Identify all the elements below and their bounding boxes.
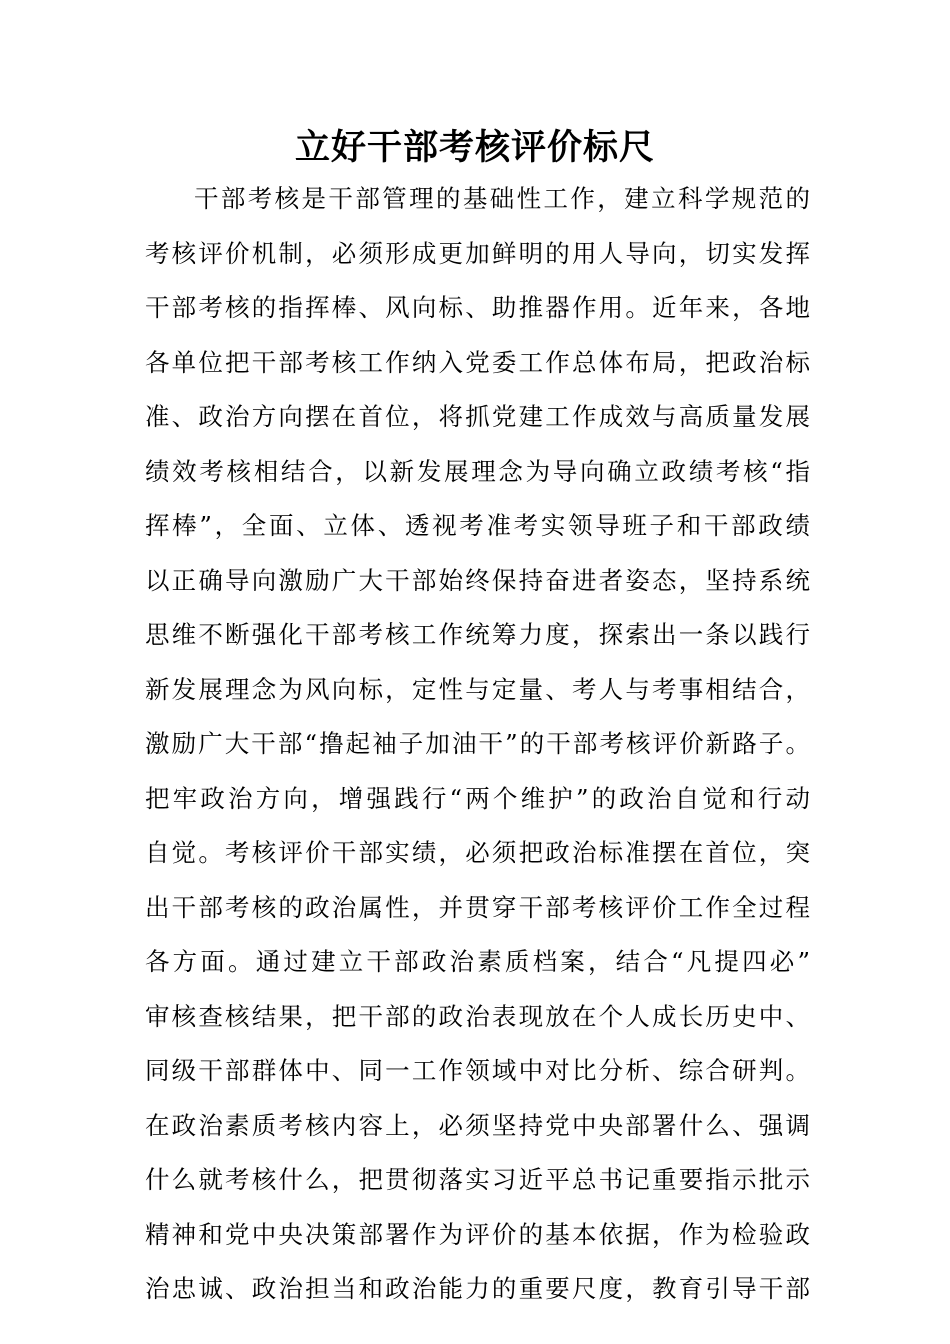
- document-title: 立好干部考核评价标尺: [294, 127, 655, 168]
- body-line: 出干部考核的政治属性，并贯穿干部考核评价工作全过程: [145, 892, 810, 922]
- body-line: 各方面。通过建立干部政治素质档案，结合“凡提四必”: [145, 947, 810, 976]
- body-line: 绩效考核相结合，以新发展理念为导向确立政绩考核“指: [145, 456, 810, 486]
- document-body: [145, 178, 810, 1323]
- body-line: 干部考核是干部管理的基础性工作，建立科学规范的: [194, 184, 810, 213]
- body-line: 在政治素质考核内容上，必须坚持党中央部署什么、强调: [145, 1110, 810, 1140]
- body-line: 审核查核结果，把干部的政治表现放在个人成长历史中、: [145, 1001, 810, 1031]
- body-line: 准、政治方向摆在首位，将抓党建工作成效与高质量发展: [145, 402, 810, 431]
- body-line: 把牢政治方向，增强践行“两个维护”的政治自觉和行动: [145, 783, 810, 813]
- body-line: 自觉。考核评价干部实绩，必须把政治标准摆在首位，突: [145, 838, 810, 867]
- body-line: 精神和党中央决策部署作为评价的基本依据，作为检验政: [145, 1219, 810, 1249]
- body-line: 考核评价机制，必须形成更加鲜明的用人导向，切实发挥: [145, 238, 810, 268]
- body-line: 同级干部群体中、同一工作领域中对比分析、综合研判。: [145, 1056, 810, 1085]
- body-line: 什么就考核什么，把贯彻落实习近平总书记重要指示批示: [145, 1165, 810, 1194]
- body-line: 新发展理念为风向标，定性与定量、考人与考事相结合，: [145, 674, 810, 704]
- body-line: 思维不断强化干部考核工作统筹力度，探索出一条以践行: [145, 620, 810, 649]
- body-line: 干部考核的指挥棒、风向标、助推器作用。近年来，各地: [145, 293, 810, 322]
- body-line: 挥棒”，全面、立体、透视考准考实领导班子和干部政绩: [145, 511, 810, 540]
- body-line: 治忠诚、政治担当和政治能力的重要尺度，教育引导干部: [145, 1274, 810, 1303]
- body-line: 激励广大干部“撸起袖子加油干”的干部考核评价新路子。: [145, 729, 810, 758]
- body-line: 以正确导向激励广大干部始终保持奋进者姿态，坚持系统: [145, 565, 810, 595]
- body-line: 各单位把干部考核工作纳入党委工作总体布局，把政治标: [145, 347, 810, 377]
